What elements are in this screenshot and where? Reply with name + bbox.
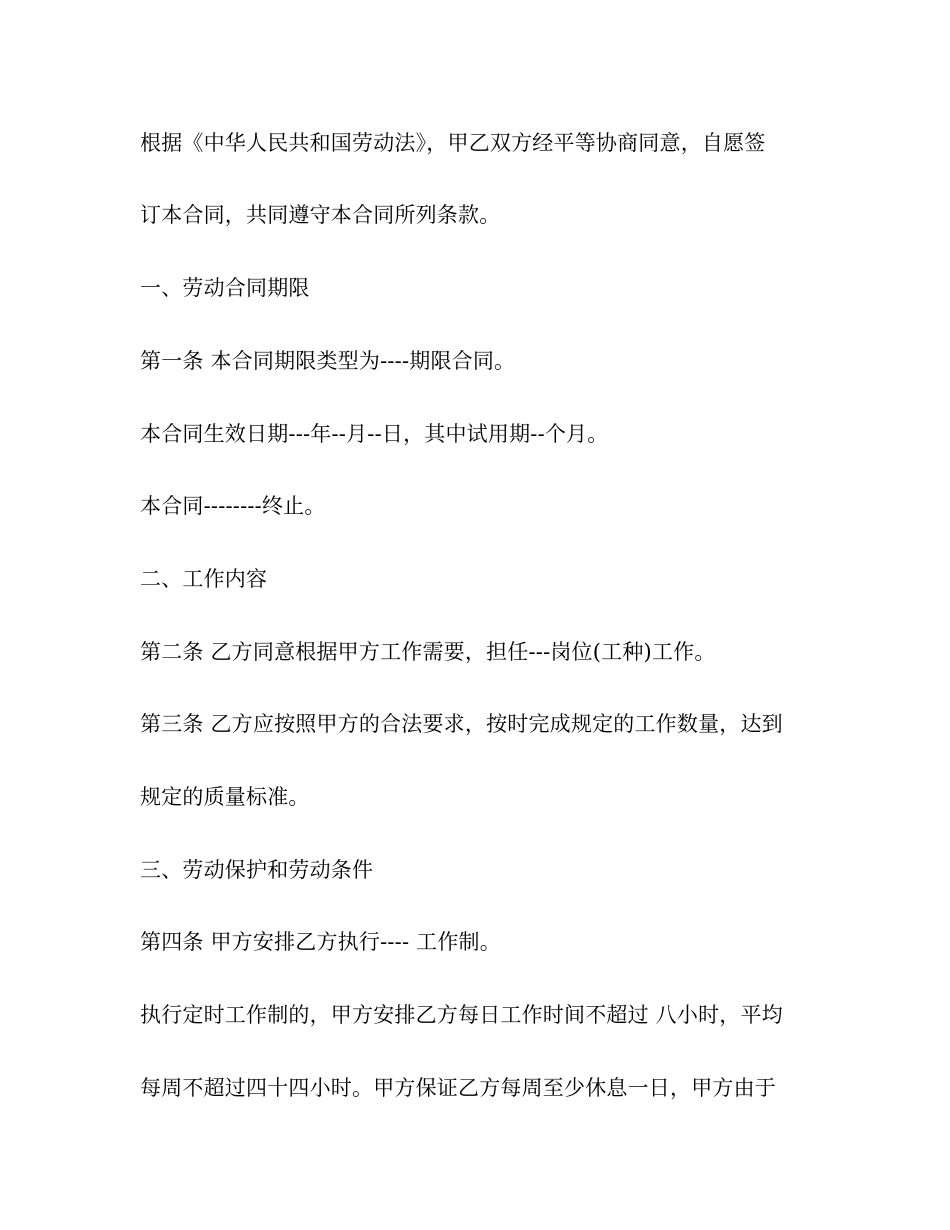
termination-line: 本合同--------终止。 <box>140 494 326 518</box>
working-hours-line-1: 执行定时工作制的，甲方安排乙方每日工作时间不超过 八小时，平均 <box>140 1003 783 1027</box>
article-3-line-1: 第三条 乙方应按照甲方的合法要求，按时完成规定的工作数量，达到 <box>140 712 783 736</box>
paragraph-line-1: 根据《中华人民共和国劳动法》，甲乙双方经平等协商同意，自愿签 <box>140 131 766 155</box>
section-heading-3: 三、劳动保护和劳动条件 <box>140 858 374 882</box>
section-heading-1: 一、劳动合同期限 <box>140 276 310 300</box>
paragraph-line-2: 订本合同，共同遵守本合同所列条款。 <box>140 203 501 227</box>
article-3-line-2: 规定的质量标准。 <box>140 785 310 809</box>
effective-date-line: 本合同生效日期---年--月--日，其中试用期--个月。 <box>140 422 609 446</box>
working-hours-line-2: 每周不超过四十四小时。甲方保证乙方每周至少休息一日，甲方由于 <box>140 1076 776 1100</box>
article-1-line: 第一条 本合同期限类型为----期限合同。 <box>140 349 516 373</box>
section-heading-2: 二、工作内容 <box>140 567 268 591</box>
article-2-line: 第二条 乙方同意根据甲方工作需要，担任---岗位(工种)工作。 <box>140 640 716 664</box>
article-4-line: 第四条 甲方安排乙方执行---- 工作制。 <box>140 930 501 954</box>
